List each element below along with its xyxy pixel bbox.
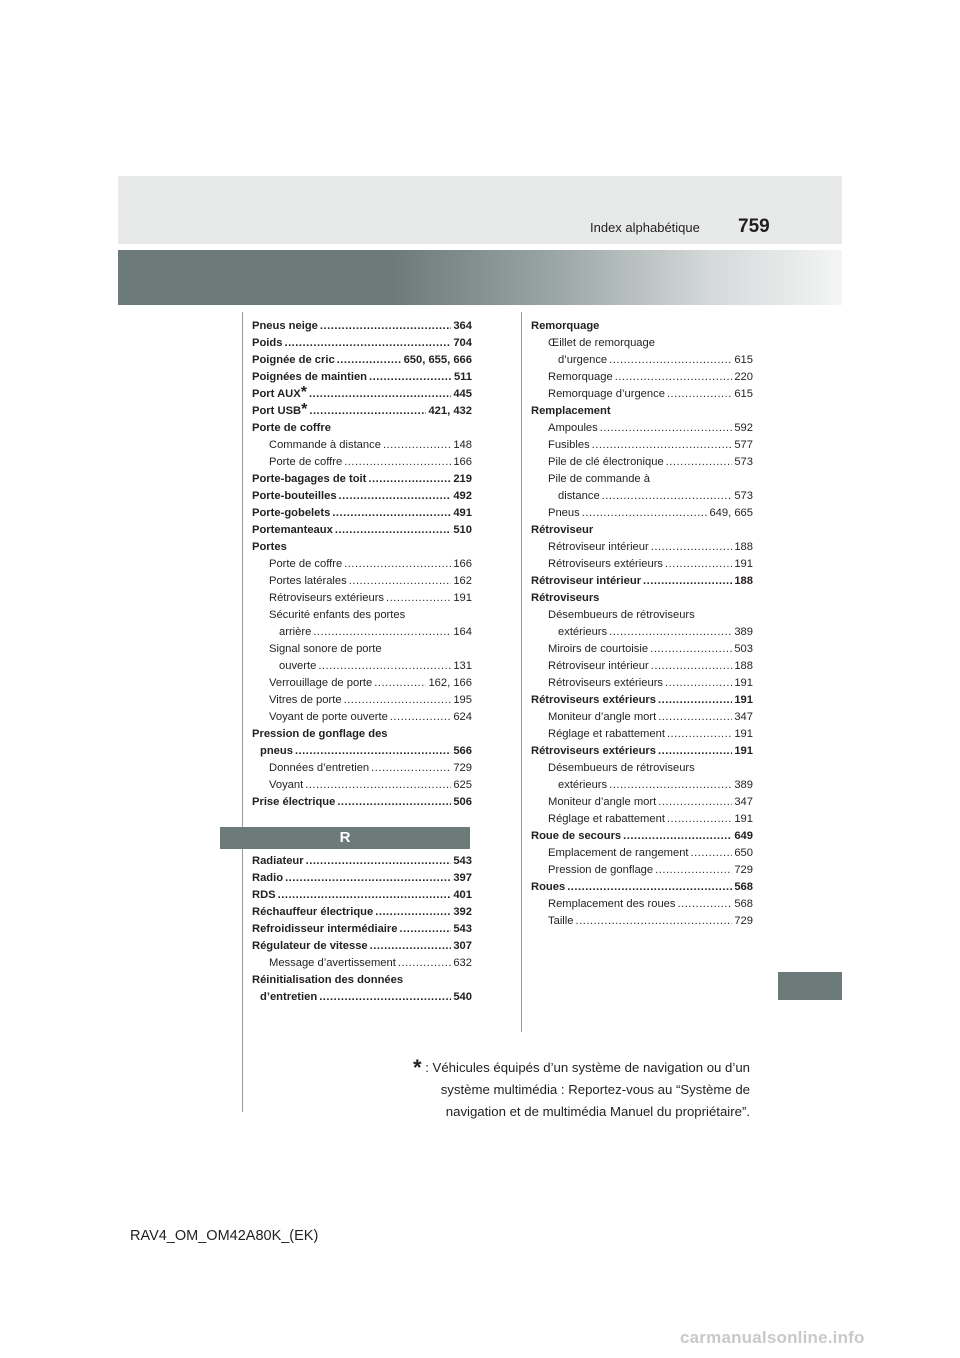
index-entry-term: Remplacement (531, 405, 611, 417)
index-entry (531, 607, 753, 624)
index-entry-term: Données d’entretien (269, 762, 370, 774)
index-entry-page: 220 (734, 371, 753, 383)
index-entry (252, 794, 472, 811)
page-number: 759 (738, 216, 770, 237)
dot-leader (665, 556, 732, 573)
index-entry-page: 566 (453, 745, 472, 757)
dot-leader (666, 454, 733, 471)
index-entry (252, 352, 472, 369)
dot-leader (609, 352, 732, 369)
index-entry-term: Œillet de remorquage (548, 337, 655, 349)
index-entry (531, 658, 753, 675)
index-entry (531, 896, 753, 913)
section-title: Index alphabétique (590, 220, 700, 235)
dot-leader (368, 471, 451, 488)
index-entry (252, 624, 472, 641)
dot-leader (337, 352, 402, 369)
dot-leader (609, 777, 732, 794)
index-entry (252, 726, 472, 743)
index-entry (531, 335, 753, 352)
footnote (350, 1057, 750, 1123)
index-entry-term: Vitres de porte (269, 694, 342, 706)
index-entry (531, 369, 753, 386)
index-entry-term: Rétroviseurs (531, 592, 600, 604)
dot-leader (369, 369, 452, 386)
index-entry (252, 675, 472, 692)
index-entry (252, 743, 472, 760)
dot-leader (691, 845, 733, 862)
index-entry-page: 191 (734, 694, 753, 706)
index-entry-term: Remorquage (531, 320, 600, 332)
index-entry-term: Pression de gonflage des (252, 728, 388, 740)
index-entry-term: Prise électrique (252, 796, 336, 808)
dot-leader (665, 675, 732, 692)
index-entry (531, 760, 753, 777)
index-entry (252, 318, 472, 335)
dot-leader (374, 675, 426, 692)
dot-leader (285, 870, 451, 887)
index-entry-page: 392 (453, 906, 472, 918)
index-entry-term: Rétroviseurs extérieurs (548, 677, 664, 689)
dot-leader (592, 437, 733, 454)
index-entry-term: Réchauffeur électrique (252, 906, 374, 918)
index-entry-page: 347 (734, 711, 753, 723)
index-entry-page: 166 (453, 558, 472, 570)
dot-leader (615, 369, 733, 386)
index-entry (531, 505, 753, 522)
index-entry-page: 625 (453, 779, 472, 791)
left-index-column-r (252, 853, 472, 1006)
dot-leader (677, 896, 732, 913)
index-entry (531, 539, 753, 556)
index-entry-page: 577 (734, 439, 753, 451)
index-entry (531, 590, 753, 607)
dot-leader (667, 386, 732, 403)
index-entry (531, 573, 753, 590)
index-entry-page: 632 (453, 957, 472, 969)
index-entry-term: Poignées de maintien (252, 371, 368, 383)
index-entry-page: 649, 665 (709, 507, 753, 519)
index-entry (252, 590, 472, 607)
index-entry-term: Port USB (252, 405, 302, 417)
index-entry-term: Ampoules (548, 422, 598, 434)
index-entry (531, 386, 753, 403)
index-entry-term: Porte-gobelets (252, 507, 331, 519)
index-entry-page: 219 (453, 473, 472, 485)
index-entry-term: Roues (531, 881, 566, 893)
index-entry (531, 743, 753, 760)
index-entry (531, 437, 753, 454)
index-entry (252, 335, 472, 352)
index-entry (252, 904, 472, 921)
index-entry (252, 505, 472, 522)
dot-leader (295, 743, 451, 760)
index-entry-page: 543 (453, 923, 472, 935)
index-entry-page: 510 (453, 524, 472, 536)
index-entry-page: 729 (734, 915, 753, 927)
index-entry-term: Pneus neige (252, 320, 318, 332)
index-entry (531, 403, 753, 420)
index-entry: Port AUX * ..... 445 (252, 386, 472, 403)
index-entry-term: RDS (252, 889, 276, 901)
index-entry-page: 649 (734, 830, 753, 842)
index-entry-term: Remorquage d’urgence (548, 388, 665, 400)
index-entry (252, 692, 472, 709)
index-entry-term: Radio (252, 872, 284, 884)
index-entry (531, 352, 753, 369)
index-entry (531, 675, 753, 692)
index-entry-term: Remorquage (548, 371, 613, 383)
dot-leader (383, 437, 451, 454)
index-entry-page: 162 (453, 575, 472, 587)
index-entry (252, 989, 472, 1006)
index-entry-page: 191 (734, 728, 753, 740)
index-entry-page: 191 (734, 677, 753, 689)
footnote-marker: * (412, 1055, 422, 1080)
dot-leader (332, 505, 451, 522)
index-entry-term: extérieurs (558, 626, 608, 638)
footnote-line-1: : Véhicules équipés d’un système de navigation ou d’un (425, 1060, 750, 1075)
dot-leader (643, 573, 732, 590)
index-entry-term: Miroirs de courtoisie (548, 643, 649, 655)
header-gradient-band (118, 250, 842, 305)
index-entry (531, 777, 753, 794)
index-entry (252, 573, 472, 590)
index-entry-page: 615 (734, 388, 753, 400)
index-entry-term: Moniteur d’angle mort (548, 796, 657, 808)
index-entry-term: Verrouillage de porte (269, 677, 373, 689)
index-entry (531, 879, 753, 896)
dot-leader (400, 921, 452, 938)
index-entry (531, 522, 753, 539)
dot-leader (313, 624, 451, 641)
index-entry (252, 777, 472, 794)
dot-leader (567, 879, 732, 896)
index-entry-page: 511 (453, 371, 472, 383)
index-entry-term: Rétroviseurs extérieurs (531, 745, 656, 757)
index-entry (252, 972, 472, 989)
index-entry-term: Emplacement de rangement (548, 847, 689, 859)
dot-leader (309, 403, 426, 420)
dot-leader (582, 505, 708, 522)
index-entry-term: Régulateur de vitesse (252, 940, 368, 952)
chapter-side-tab (778, 972, 842, 1000)
dot-leader (318, 658, 451, 675)
index-entry-term: Portes (252, 541, 287, 553)
index-entry-page: 389 (734, 779, 753, 791)
index-entry (252, 955, 472, 972)
index-entry (252, 522, 472, 539)
index-entry-term: Porte-bouteilles (252, 490, 337, 502)
dot-leader (658, 692, 732, 709)
index-entry-page: 568 (734, 881, 753, 893)
index-entry (531, 692, 753, 709)
dot-leader (344, 692, 452, 709)
index-entry-term: Sécurité enfants des portes (269, 609, 406, 621)
section-letter-bar: R (220, 827, 470, 849)
index-entry-page: 188 (734, 660, 753, 672)
dot-leader (650, 641, 732, 658)
index-entry (531, 420, 753, 437)
index-entry (252, 420, 472, 437)
index-entry (252, 870, 472, 887)
model-code: RAV4_OM_OM42A80K_(EK) (130, 1228, 319, 1244)
index-entry-page: 166 (453, 456, 472, 468)
index-entry-term: Rétroviseur intérieur (531, 575, 642, 587)
index-entry (252, 853, 472, 870)
dot-leader (370, 938, 452, 955)
index-entry (252, 760, 472, 777)
index-entry-page: 615 (734, 354, 753, 366)
index-entry-term: Pression de gonflage (548, 864, 654, 876)
index-entry (252, 454, 472, 471)
dot-leader (309, 386, 451, 403)
dot-leader (658, 743, 732, 760)
index-entry-term: Pile de commande à (548, 473, 650, 485)
left-margin-rule (242, 312, 243, 1112)
index-entry (252, 938, 472, 955)
index-entry (252, 658, 472, 675)
index-entry (531, 709, 753, 726)
index-entry (531, 913, 753, 930)
index-entry-term: Rétroviseurs extérieurs (269, 592, 385, 604)
dot-leader (349, 573, 452, 590)
index-entry-page: 401 (453, 889, 472, 901)
dot-leader (658, 794, 732, 811)
dot-leader (306, 853, 452, 870)
index-entry-term: Voyant (269, 779, 304, 791)
index-entry-term: Commande à distance (269, 439, 381, 451)
dot-leader (320, 318, 451, 335)
index-entry-page: 195 (453, 694, 472, 706)
index-entry-page: 162, 166 (428, 677, 472, 689)
index-entry-term: Message d’avertissement (269, 957, 396, 969)
index-entry (252, 488, 472, 505)
dot-leader (623, 828, 732, 845)
index-entry-term: Rétroviseurs extérieurs (548, 558, 664, 570)
index-entry-term: Roue de secours (531, 830, 622, 842)
index-entry-term: distance (558, 490, 600, 502)
index-entry-term: Voyant de porte ouverte (269, 711, 388, 723)
dot-leader (609, 624, 732, 641)
index-entry-term: pneus (260, 745, 293, 757)
index-entry-term: Remplacement des roues (548, 898, 676, 910)
index-entry-term: Pneus (548, 507, 580, 519)
index-entry-term: d’urgence (558, 354, 608, 366)
index-entry-term: Port AUX (252, 388, 301, 400)
index-entry (531, 318, 753, 335)
index-entry-page: 164 (453, 626, 472, 638)
index-entry-page: 540 (453, 991, 472, 1003)
index-entry (252, 607, 472, 624)
index-entry-page: 650, 655, 666 (403, 354, 472, 366)
index-entry-page: 592 (734, 422, 753, 434)
index-entry-term: Rétroviseur intérieur (548, 660, 649, 672)
dot-leader (600, 420, 733, 437)
index-entry (252, 641, 472, 658)
dot-leader (651, 539, 733, 556)
dot-leader (602, 488, 733, 505)
index-entry-term: ouverte (279, 660, 317, 672)
dot-leader (651, 658, 733, 675)
index-entry-term: Porte-bagages de toit (252, 473, 367, 485)
dot-leader (344, 556, 451, 573)
index-entry-term: Portemanteaux (252, 524, 333, 536)
index-entry-page: 389 (734, 626, 753, 638)
index-entry (531, 862, 753, 879)
index-entry-page: 729 (734, 864, 753, 876)
column-divider-rule (521, 312, 522, 1032)
index-entry-term: Réglage et rabattement (548, 813, 665, 825)
dot-leader (284, 335, 451, 352)
index-entry-term: Poids (252, 337, 283, 349)
index-entry-term: d’entretien (260, 991, 318, 1003)
dot-leader (344, 454, 451, 471)
index-entry (531, 811, 753, 828)
dot-leader (335, 522, 452, 539)
index-entry (531, 454, 753, 471)
dot-leader (319, 989, 451, 1006)
index-entry-term: Rétroviseurs extérieurs (531, 694, 656, 706)
index-entry-page: 131 (453, 660, 472, 672)
index-entry-page: 191 (734, 745, 753, 757)
dot-leader (667, 811, 732, 828)
index-entry-page: 188 (734, 541, 753, 553)
dot-leader (337, 794, 451, 811)
index-entry-term: Taille (548, 915, 574, 927)
index-entry (531, 845, 753, 862)
index-entry-term: arrière (279, 626, 312, 638)
index-entry-term: extérieurs (558, 779, 608, 791)
dot-leader (576, 913, 733, 930)
index-entry (252, 437, 472, 454)
index-entry-page: 191 (734, 813, 753, 825)
index-entry-page: 492 (453, 490, 472, 502)
index-entry: Port USB * ..... 421, 432 (252, 403, 472, 420)
dot-leader (667, 726, 732, 743)
index-entry (531, 794, 753, 811)
index-entry-term: Porte de coffre (269, 456, 343, 468)
index-entry (531, 488, 753, 505)
index-entry (531, 624, 753, 641)
footnote-line-2: système multimédia : Reportez-vous au “Système de (440, 1082, 750, 1097)
index-entry-term: Pile de clé électronique (548, 456, 664, 468)
index-entry-page: 543 (453, 855, 472, 867)
index-entry-term: Porte de coffre (269, 558, 343, 570)
index-entry-page: 568 (734, 898, 753, 910)
index-entry-term: Moniteur d’angle mort (548, 711, 657, 723)
index-entry-term: Portes latérales (269, 575, 347, 587)
right-index-column (531, 318, 753, 930)
dot-leader (371, 760, 451, 777)
index-entry (531, 726, 753, 743)
index-entry-term: Désembueurs de rétroviseurs (548, 609, 695, 621)
index-entry-page: 421, 432 (428, 405, 472, 417)
dot-leader (305, 777, 451, 794)
dot-leader (386, 590, 451, 607)
index-entry-page: 506 (453, 796, 472, 808)
index-entry-page: 573 (734, 490, 753, 502)
index-entry (252, 709, 472, 726)
dot-leader (655, 862, 732, 879)
footnote-line-3: navigation et de multimédia Manuel du propriétaire”. (445, 1104, 750, 1119)
index-entry-page: 364 (453, 320, 472, 332)
watermark: carmanualsonline.info (680, 1328, 865, 1347)
index-entry (531, 471, 753, 488)
left-index-column (252, 318, 472, 811)
index-entry-page: 704 (453, 337, 472, 349)
index-entry-page: 624 (453, 711, 472, 723)
index-entry-page: 191 (453, 592, 472, 604)
index-entry-term: Refroidisseur intermédiaire (252, 923, 398, 935)
dot-leader (390, 709, 452, 726)
index-entry-term: Réinitialisation des données (252, 974, 404, 986)
index-entry (531, 828, 753, 845)
index-entry-page: 445 (453, 388, 472, 400)
index-entry-page: 188 (734, 575, 753, 587)
dot-leader (278, 887, 452, 904)
index-entry-page: 347 (734, 796, 753, 808)
index-entry-page: 503 (734, 643, 753, 655)
index-entry (252, 556, 472, 573)
index-entry-term: Rétroviseur (531, 524, 594, 536)
index-entry-page: 191 (734, 558, 753, 570)
dot-leader (339, 488, 452, 505)
index-entry (252, 471, 472, 488)
index-entry (252, 539, 472, 556)
index-entry (252, 369, 472, 386)
header-background (118, 176, 842, 244)
index-entry-term: Radiateur (252, 855, 304, 867)
index-entry-term: Fusibles (548, 439, 590, 451)
dot-leader (658, 709, 732, 726)
index-entry-term: Poignée de cric (252, 354, 335, 366)
dot-leader (398, 955, 451, 972)
index-entry (252, 921, 472, 938)
index-entry-page: 307 (453, 940, 472, 952)
index-entry-page: 650 (734, 847, 753, 859)
dot-leader (375, 904, 451, 921)
index-entry-page: 729 (453, 762, 472, 774)
index-entry-term: Réglage et rabattement (548, 728, 665, 740)
index-entry (531, 641, 753, 658)
index-entry-term: Désembueurs de rétroviseurs (548, 762, 695, 774)
index-entry-page: 573 (734, 456, 753, 468)
index-entry-term: Porte de coffre (252, 422, 331, 434)
index-entry-page: 397 (453, 872, 472, 884)
index-entry (252, 887, 472, 904)
index-entry-page: 491 (453, 507, 472, 519)
index-entry-term: Signal sonore de porte (269, 643, 382, 655)
index-entry (531, 556, 753, 573)
index-entry-term: Rétroviseur intérieur (548, 541, 649, 553)
index-entry-page: 148 (453, 439, 472, 451)
